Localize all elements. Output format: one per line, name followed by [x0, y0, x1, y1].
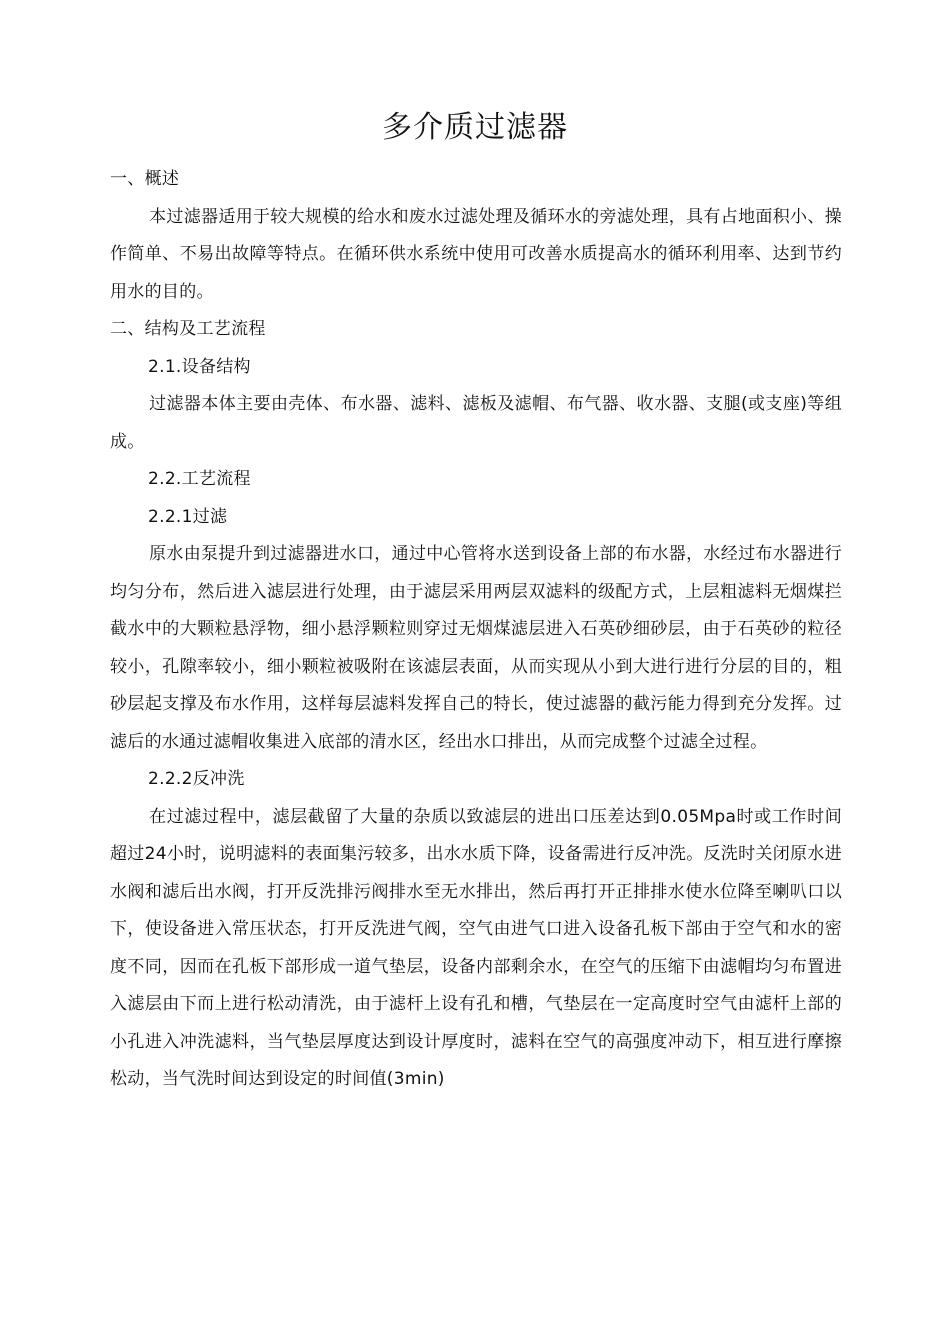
subsection-heading-equipment: 2.1.设备结构	[148, 356, 251, 377]
section-heading-overview: 一、概述	[110, 169, 180, 189]
subsection-heading-filtration: 2.2.1过滤	[148, 506, 228, 527]
equipment-paragraph: 过滤器本体主要由壳体、布水器、滤料、滤板及滤帽、布气器、收水器、支腿(或支座)等组成。	[110, 394, 842, 452]
subsection-heading-backwash: 2.2.2反冲洗	[148, 769, 245, 789]
document-body	[110, 161, 842, 1099]
filtration-paragraph: 原水由泵提升到过滤器进水口，通过中心管将水送到设备上部的布水器，水经过布水器进行均匀分布，然后进入滤层进行处理，由于滤层采用两层双滤料的级配方式，上层粗滤料无烟煤拦截水中的大颗粒悬浮物，细小悬浮颗粒则穿过无烟煤滤层进入石英砂细砂层，由于石英砂的粒径较小，孔隙率较小，细小颗粒被吸附在该滤层表面，从而实现从小到大进行进行分层的目的，粗砂层起支撑及布水作用，这样每层滤料发挥自己的特长，使过滤器的截污能力得到充分发挥。过滤后的水通过滤帽收集进入底部的清水区，经出水口排出，从而完成整个过滤全过程。	[110, 544, 842, 752]
section-heading-structure: 二、结构及工艺流程	[110, 319, 266, 339]
backwash-paragraph: 在过滤过程中，滤层截留了大量的杂质以致滤层的进出口压差达到0.05Mpa时或工作时间超过24小时，说明滤料的表面集污较多，出水水质下降，设备需进行反冲洗。反洗时关闭原水进水阀和滤后出水阀，打开反洗排污阀排水至无水排出，然后再打开正排排水使水位降至喇叭口以下，使设备进入常压状态，打开反洗进气阀，空气由进气口进入设备孔板下部由于空气和水的密度不同，因而在孔板下部形成一道气垫层，设备内部剩余水，在空气的压缩下由滤帽均匀布置进入滤层由下而上进行松动清洗，由于滤杆上设有孔和槽，气垫层在一定高度时空气由滤杆上部的小孔进入冲洗滤料，当气垫层厚度达到设计厚度时，滤料在空气的高强度冲动下，相互进行摩擦松动，当气洗时间达到设定的时间值(3min)	[110, 806, 842, 1089]
subsection-heading-process: 2.2.工艺流程	[148, 469, 251, 489]
document-title: 多介质过滤器	[382, 110, 568, 145]
overview-paragraph: 本过滤器适用于较大规模的给水和废水过滤处理及循环水的旁滤处理，具有占地面积小、操作简单、不易出故障等特点。在循环供水系统中使用可改善水质提高水的循环利用率、达到节约用水的目的。	[110, 206, 842, 302]
